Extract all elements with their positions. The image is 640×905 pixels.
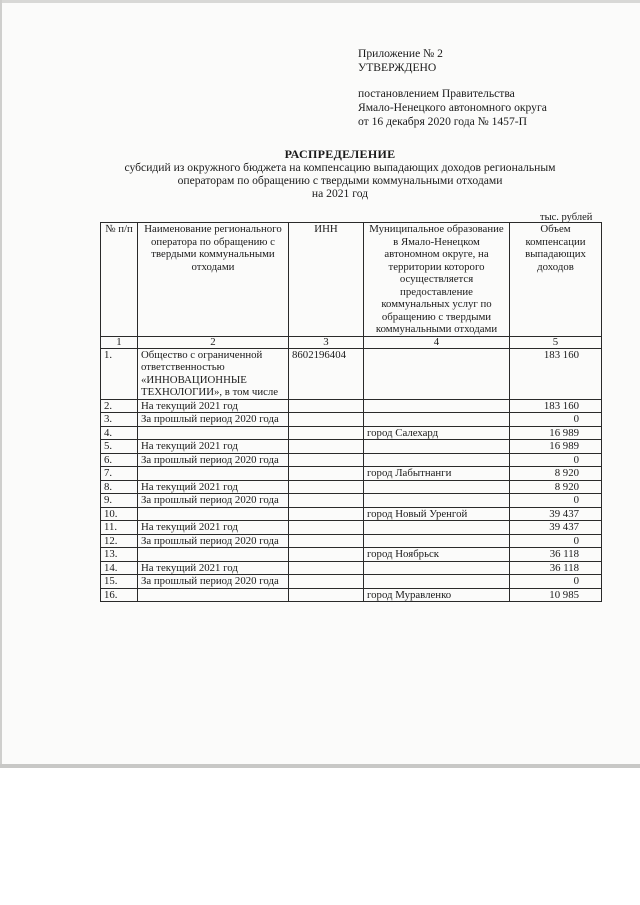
column-index: 2 [138,336,289,348]
column-index: 5 [510,336,602,348]
approval-line-2: Ямало-Ненецкого автономного округа [358,101,547,114]
cell-amount: 183 160 [510,348,602,399]
table-row [101,467,602,481]
table-row [101,348,602,399]
cell-inn [289,507,364,521]
cell-amount: 36 118 [510,548,602,562]
table-row [101,453,602,467]
cell-inn [289,413,364,427]
cell-inn [289,561,364,575]
cell-operator-name [138,588,289,602]
cell-municipality [364,453,510,467]
cell-operator-name: Общество с ограниченной ответственностью «ИННОВАЦИОННЫЕ ТЕХНОЛОГИИ», в том числе [138,348,289,399]
cell-operator-name: На текущий 2021 год [138,561,289,575]
column-index: 1 [101,336,138,348]
table-row [101,494,602,508]
cell-municipality [364,480,510,494]
table-row [101,440,602,454]
cell-num: 4. [101,426,138,440]
cell-municipality: город Ноябрьск [364,548,510,562]
table-row [101,521,602,535]
cell-num: 12. [101,534,138,548]
appendix-label: Приложение № 2 [358,47,443,60]
cell-municipality [364,561,510,575]
cell-operator-name [138,507,289,521]
approval-block [358,47,547,129]
approval-line-3: от 16 декабря 2020 года № 1457-П [358,115,528,128]
cell-amount: 0 [510,534,602,548]
cell-num: 7. [101,467,138,481]
title-heading: РАСПРЕДЕЛЕНИЕ [284,147,396,161]
scan-edge-top [0,0,640,3]
table-body [101,348,602,602]
cell-municipality [364,440,510,454]
cell-municipality [364,575,510,589]
cell-operator-name [138,467,289,481]
table-header-row [101,223,602,337]
cell-municipality: город Лабытнанги [364,467,510,481]
cell-municipality [364,399,510,413]
cell-inn [289,548,364,562]
cell-amount: 10 985 [510,588,602,602]
cell-num: 15. [101,575,138,589]
column-index: 4 [364,336,510,348]
cell-num: 6. [101,453,138,467]
table-row [101,399,602,413]
cell-amount: 39 437 [510,507,602,521]
table-row [101,548,602,562]
title-line-3: на 2021 год [311,187,369,200]
cell-amount: 39 437 [510,521,602,535]
cell-inn [289,399,364,413]
table-row [101,507,602,521]
cell-amount: 36 118 [510,561,602,575]
cell-inn: 8602196404 [289,348,364,399]
table-row [101,426,602,440]
title-line-1: субсидий из окружного бюджета на компенсацию выпадающих доходов региональным [124,161,556,174]
cell-amount: 0 [510,494,602,508]
cell-inn [289,575,364,589]
cell-inn [289,534,364,548]
cell-operator-name [138,548,289,562]
table-row [101,561,602,575]
cell-inn [289,426,364,440]
cell-municipality [364,413,510,427]
scan-edge-bottom [0,764,640,768]
units-label: тыс. рублей [540,212,593,223]
cell-amount: 8 920 [510,480,602,494]
cell-num: 3. [101,413,138,427]
cell-amount: 0 [510,413,602,427]
header-num: № п/п [101,223,138,337]
cell-amount: 16 989 [510,426,602,440]
scan-edge-left [0,0,2,768]
approved-label: УТВЕРЖДЕНО [358,61,437,74]
cell-operator-name: За прошлый период 2020 года [138,534,289,548]
cell-municipality: город Салехард [364,426,510,440]
document-title [60,148,620,200]
cell-num: 1. [101,348,138,399]
cell-num: 9. [101,494,138,508]
cell-operator-name: За прошлый период 2020 года [138,453,289,467]
cell-operator-name: На текущий 2021 год [138,440,289,454]
cell-municipality: город Новый Уренгой [364,507,510,521]
cell-operator-name [138,426,289,440]
cell-num: 13. [101,548,138,562]
cell-amount: 8 920 [510,467,602,481]
cell-num: 10. [101,507,138,521]
cell-inn [289,467,364,481]
cell-operator-name: За прошлый период 2020 года [138,413,289,427]
table-row [101,480,602,494]
cell-num: 14. [101,561,138,575]
cell-operator-name: За прошлый период 2020 года [138,575,289,589]
header-name: Наименование регионального оператора по обращению с твердыми коммунальными отходами [138,223,289,337]
table-row [101,575,602,589]
table-row [101,413,602,427]
cell-inn [289,480,364,494]
cell-operator-name: На текущий 2021 год [138,399,289,413]
distribution-table [100,222,602,602]
cell-num: 8. [101,480,138,494]
cell-num: 16. [101,588,138,602]
cell-municipality [364,348,510,399]
header-amount: Объем компенсации выпадающих доходов [510,223,602,337]
title-line-2: операторам по обращению с твердыми коммунальными отходами [177,174,503,187]
cell-operator-name: На текущий 2021 год [138,480,289,494]
header-municipality: Муниципальное образование в Ямало-Ненецком автономном округе, на территории которого осуществляется предоставление коммунальных услуг по обращению с твердыми коммунальными отходами [364,223,510,337]
cell-municipality: город Муравленко [364,588,510,602]
cell-num: 2. [101,399,138,413]
cell-municipality [364,534,510,548]
cell-operator-name: За прошлый период 2020 года [138,494,289,508]
approval-line-1: постановлением Правительства [358,87,515,100]
cell-inn [289,440,364,454]
cell-inn [289,521,364,535]
header-inn: ИНН [289,223,364,337]
cell-municipality [364,494,510,508]
table-row [101,588,602,602]
cell-operator-name: На текущий 2021 год [138,521,289,535]
column-index-row [101,336,602,348]
cell-inn [289,453,364,467]
approval-spacer [358,75,547,87]
cell-inn [289,494,364,508]
column-index: 3 [289,336,364,348]
cell-inn [289,588,364,602]
cell-num: 5. [101,440,138,454]
cell-municipality [364,521,510,535]
table-row [101,534,602,548]
cell-num: 11. [101,521,138,535]
cell-amount: 0 [510,453,602,467]
cell-amount: 16 989 [510,440,602,454]
cell-amount: 183 160 [510,399,602,413]
cell-amount: 0 [510,575,602,589]
